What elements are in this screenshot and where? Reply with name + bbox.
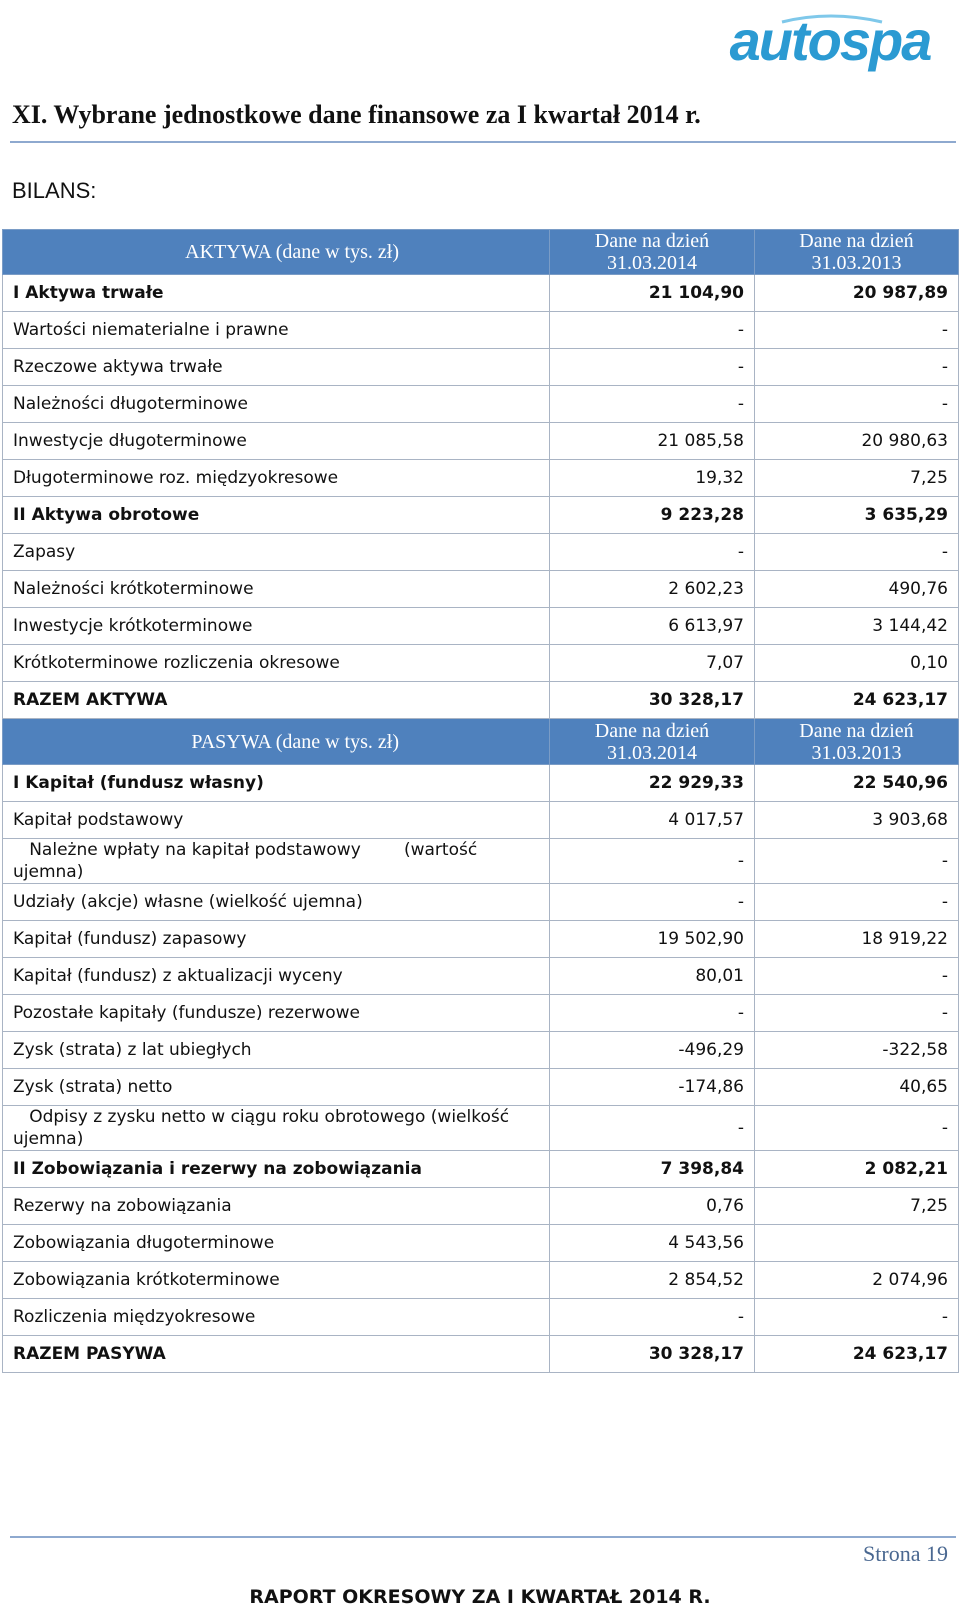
table-row <box>3 1225 959 1262</box>
row-label: Kapitał podstawowy <box>3 802 550 839</box>
row-label: I Kapitał (fundusz własny) <box>3 765 550 802</box>
table-row <box>3 1032 959 1069</box>
row-value-2013: - <box>755 349 959 386</box>
row-value-2014: -174,86 <box>550 1069 755 1106</box>
row-value-2013: 0,10 <box>755 645 959 682</box>
row-value-2014: 80,01 <box>550 958 755 995</box>
row-value-2013: - <box>755 1299 959 1336</box>
row-label: Należne wpłaty na kapitał podstawowy (wartość ujemna) <box>3 839 550 884</box>
row-label: RAZEM PASYWA <box>3 1336 550 1373</box>
row-value-2013: - <box>755 958 959 995</box>
row-value-2013: 18 919,22 <box>755 921 959 958</box>
aktywa-header-label: AKTYWA (dane w tys. zł) <box>3 230 550 275</box>
row-label: Zysk (strata) z lat ubiegłych <box>3 1032 550 1069</box>
row-value-2014: 7,07 <box>550 645 755 682</box>
aktywa-header-row <box>3 230 959 275</box>
table-row <box>3 839 959 884</box>
page-heading: XI. Wybrane jednostkowe dane finansowe za I kwartał 2014 r. <box>12 100 701 129</box>
row-value-2013: 2 082,21 <box>755 1151 959 1188</box>
table-row <box>3 460 959 497</box>
row-label: Zapasy <box>3 534 550 571</box>
row-label: II Zobowiązania i rezerwy na zobowiązania <box>3 1151 550 1188</box>
row-value-2014: 21 085,58 <box>550 423 755 460</box>
row-value-2014: - <box>550 839 755 884</box>
row-value-2014: 22 929,33 <box>550 765 755 802</box>
row-label: Kapitał (fundusz) zapasowy <box>3 921 550 958</box>
row-value-2013: 40,65 <box>755 1069 959 1106</box>
row-value-2014: - <box>550 312 755 349</box>
row-value-2014: - <box>550 1299 755 1336</box>
row-value-2014: - <box>550 349 755 386</box>
row-value-2013 <box>755 1225 959 1262</box>
aktywa-header-col1: Dane na dzień 31.03.2014 <box>550 230 755 275</box>
row-value-2013: 3 144,42 <box>755 608 959 645</box>
row-value-2014: 30 328,17 <box>550 1336 755 1373</box>
table-row <box>3 608 959 645</box>
row-value-2013: -322,58 <box>755 1032 959 1069</box>
row-value-2013: 490,76 <box>755 571 959 608</box>
row-label: II Aktywa obrotowe <box>3 497 550 534</box>
row-value-2014: -496,29 <box>550 1032 755 1069</box>
table-row <box>3 275 959 312</box>
pasywa-header-col2: Dane na dzień 31.03.2013 <box>755 719 959 765</box>
row-value-2013: 20 987,89 <box>755 275 959 312</box>
row-value-2014: 21 104,90 <box>550 275 755 312</box>
row-value-2014: 6 613,97 <box>550 608 755 645</box>
row-label: Pozostałe kapitały (fundusze) rezerwowe <box>3 995 550 1032</box>
table-row <box>3 921 959 958</box>
row-value-2013: 22 540,96 <box>755 765 959 802</box>
row-value-2013: - <box>755 312 959 349</box>
table-row <box>3 497 959 534</box>
row-label: Długoterminowe roz. międzyokresowe <box>3 460 550 497</box>
footer-divider <box>10 1536 956 1538</box>
table-row <box>3 1106 959 1151</box>
row-value-2013: - <box>755 884 959 921</box>
row-value-2013: 7,25 <box>755 460 959 497</box>
table-row <box>3 1336 959 1373</box>
row-value-2013: 24 623,17 <box>755 1336 959 1373</box>
row-value-2014: 0,76 <box>550 1188 755 1225</box>
row-value-2013: - <box>755 1106 959 1151</box>
pasywa-header-row <box>3 719 959 765</box>
table-row <box>3 423 959 460</box>
row-value-2014: 9 223,28 <box>550 497 755 534</box>
row-label: Wartości niematerialne i prawne <box>3 312 550 349</box>
row-value-2014: 4 543,56 <box>550 1225 755 1262</box>
table-row <box>3 682 959 719</box>
row-value-2013: 3 635,29 <box>755 497 959 534</box>
row-value-2013: 24 623,17 <box>755 682 959 719</box>
row-value-2013: - <box>755 386 959 423</box>
pasywa-header-col1: Dane na dzień 31.03.2014 <box>550 719 755 765</box>
table-row <box>3 1188 959 1225</box>
table-row <box>3 312 959 349</box>
row-label: Udziały (akcje) własne (wielkość ujemna) <box>3 884 550 921</box>
row-label: Odpisy z zysku netto w ciągu roku obrotowego (wielkość ujemna) <box>3 1106 550 1151</box>
table-row <box>3 802 959 839</box>
row-value-2014: 2 602,23 <box>550 571 755 608</box>
table-row <box>3 1151 959 1188</box>
row-value-2014: 30 328,17 <box>550 682 755 719</box>
row-value-2014: 2 854,52 <box>550 1262 755 1299</box>
row-value-2014: - <box>550 995 755 1032</box>
row-value-2013: - <box>755 839 959 884</box>
row-label: Kapitał (fundusz) z aktualizacji wyceny <box>3 958 550 995</box>
row-value-2014: 19 502,90 <box>550 921 755 958</box>
row-value-2014: - <box>550 386 755 423</box>
table-row <box>3 765 959 802</box>
table-row <box>3 958 959 995</box>
row-value-2014: - <box>550 884 755 921</box>
logo-graphic <box>712 8 948 80</box>
row-label: I Aktywa trwałe <box>3 275 550 312</box>
row-value-2014: - <box>550 534 755 571</box>
row-label: Krótkoterminowe rozliczenia okresowe <box>3 645 550 682</box>
autospa-logo <box>712 8 948 80</box>
section-title: BILANS: <box>12 178 97 203</box>
row-label: Rozliczenia międzyokresowe <box>3 1299 550 1336</box>
row-value-2013: 7,25 <box>755 1188 959 1225</box>
row-value-2014: 7 398,84 <box>550 1151 755 1188</box>
row-label: Zysk (strata) netto <box>3 1069 550 1106</box>
row-label: Należności krótkoterminowe <box>3 571 550 608</box>
table-row <box>3 884 959 921</box>
logo-wordmark: autospa <box>729 9 931 72</box>
table-row <box>3 995 959 1032</box>
row-label: Należności długoterminowe <box>3 386 550 423</box>
row-label: Zobowiązania długoterminowe <box>3 1225 550 1262</box>
pasywa-header-label: PASYWA (dane w tys. zł) <box>3 719 550 765</box>
page-number: Strona 19 <box>863 1541 948 1566</box>
row-value-2014: - <box>550 1106 755 1151</box>
table-row <box>3 1262 959 1299</box>
row-value-2013: - <box>755 534 959 571</box>
row-value-2014: 19,32 <box>550 460 755 497</box>
row-label: Rezerwy na zobowiązania <box>3 1188 550 1225</box>
table-row <box>3 349 959 386</box>
table-row <box>3 1069 959 1106</box>
row-label: Inwestycje krótkoterminowe <box>3 608 550 645</box>
heading-divider <box>10 141 956 143</box>
row-value-2014: 4 017,57 <box>550 802 755 839</box>
row-label: Rzeczowe aktywa trwałe <box>3 349 550 386</box>
table-row <box>3 1299 959 1336</box>
table-row <box>3 571 959 608</box>
aktywa-header-col2: Dane na dzień 31.03.2013 <box>755 230 959 275</box>
row-label: Inwestycje długoterminowe <box>3 423 550 460</box>
row-value-2013: 20 980,63 <box>755 423 959 460</box>
table-row <box>3 534 959 571</box>
row-label: RAZEM AKTYWA <box>3 682 550 719</box>
table-row <box>3 386 959 423</box>
row-label: Zobowiązania krótkoterminowe <box>3 1262 550 1299</box>
row-value-2013: - <box>755 995 959 1032</box>
table-row <box>3 645 959 682</box>
balance-sheet-table <box>2 229 959 1373</box>
row-value-2013: 2 074,96 <box>755 1262 959 1299</box>
row-value-2013: 3 903,68 <box>755 802 959 839</box>
footer-title: RAPORT OKRESOWY ZA I KWARTAŁ 2014 R. <box>249 1586 711 1608</box>
